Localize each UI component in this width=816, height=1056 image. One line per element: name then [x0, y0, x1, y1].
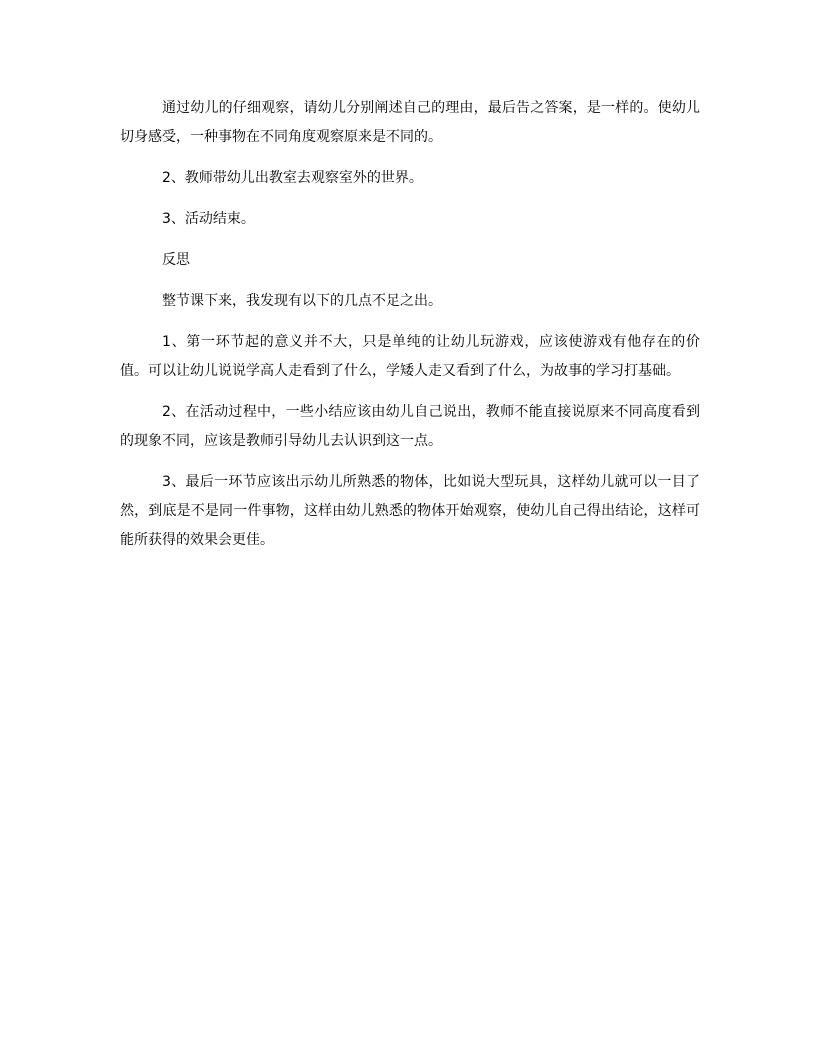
section-heading-reflection: 反思: [162, 252, 190, 268]
document-page: [120, 94, 700, 567]
paragraph-observation-summary: 通过幼儿的仔细观察，请幼儿分别阐述自己的理由，最后告之答案，是一样的。使幼儿切身感受，一种事物在不同角度观察原来是不同的。: [120, 100, 700, 145]
paragraph-reflection-point-1: 1、第一环节起的意义并不大，只是单纯的让幼儿玩游戏，应该使游戏有他存在的价值。可以让幼儿说说学高人走看到了什么，学矮人走又看到了什么，为故事的学习打基础。: [120, 334, 700, 379]
paragraph-reflection-point-3: 3、最后一环节应该出示幼儿所熟悉的物体，比如说大型玩具，这样幼儿就可以一目了然，到底是不是同一件事物，这样由幼儿熟悉的物体开始观察，使幼儿自己得出结论，这样可能所获得的效果会更佳。: [120, 474, 700, 548]
paragraph-reflection-intro: 整节课下来，我发现有以下的几点不足之出。: [162, 293, 442, 309]
paragraph-step-2: 2、教师带幼儿出教室去观察室外的世界。: [162, 170, 423, 186]
paragraph-step-3: 3、活动结束。: [162, 211, 255, 227]
paragraph-reflection-point-2: 2、在活动过程中，一些小结应该由幼儿自己说出，教师不能直接说原来不同高度看到的现象不同，应该是教师引导幼儿去认识到这一点。: [120, 404, 700, 449]
